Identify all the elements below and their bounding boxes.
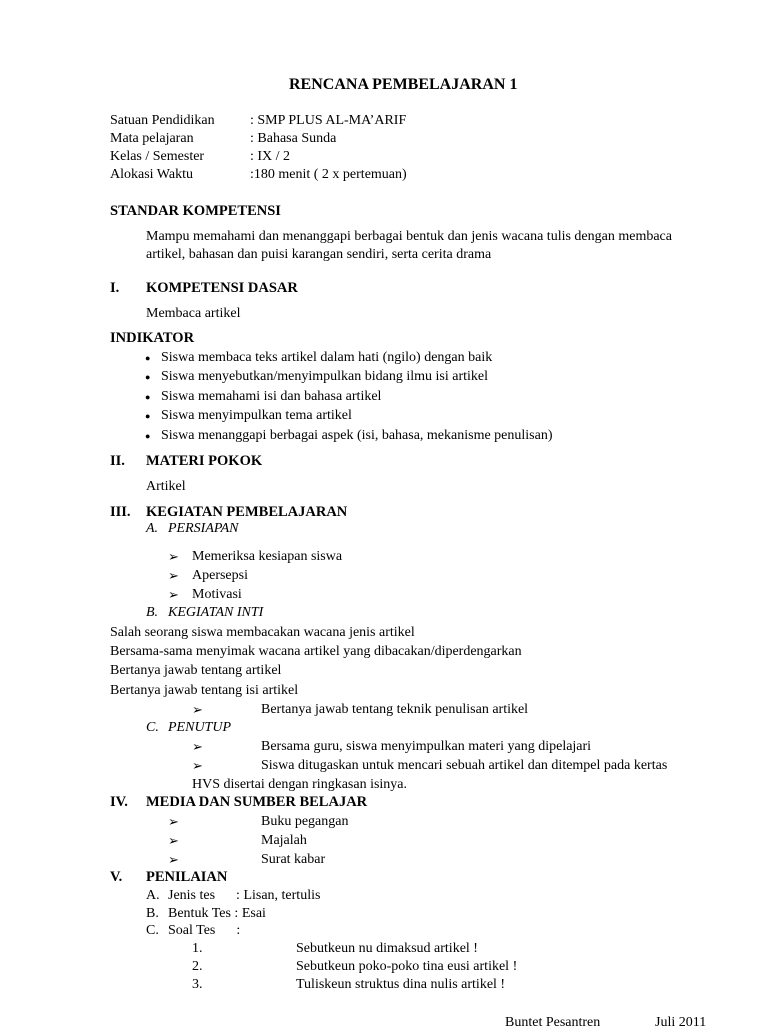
list-item: Majalah bbox=[261, 833, 307, 848]
section-number: I. bbox=[110, 280, 120, 296]
question-number: 1. bbox=[192, 941, 203, 956]
list-item: Siswa ditugaskan untuk mencari sebuah artikel dan ditempel pada kertas bbox=[261, 758, 668, 773]
standar-text-line: artikel, bahasan dan puisi karangan sendiri, serta cerita drama bbox=[146, 247, 492, 262]
penilaian-row-text: Bentuk Tes : Esai bbox=[168, 906, 266, 921]
arrowhead-bullet-icon: ➢ bbox=[168, 852, 179, 867]
penilaian-row-label: A. bbox=[146, 888, 160, 903]
identity-value: :180 menit ( 2 x pertemuan) bbox=[250, 167, 407, 182]
question-text: Tuliskeun struktus dina nulis artikel ! bbox=[296, 977, 506, 992]
arrowhead-bullet-icon: ➢ bbox=[168, 814, 179, 829]
arrowhead-bullet-icon: ➢ bbox=[192, 702, 203, 717]
subsection-label: B. bbox=[146, 605, 159, 620]
section-number: V. bbox=[110, 869, 123, 885]
penilaian-heading: PENILAIAN bbox=[146, 869, 228, 885]
list-item: ● Siswa menyebutkan/menyimpulkan bidang ilmu isi artikel bbox=[161, 368, 488, 386]
arrowhead-bullet-icon: ➢ bbox=[192, 758, 203, 773]
list-item: ● Siswa memahami isi dan bahasa artikel bbox=[161, 388, 381, 406]
materi-text: Artikel bbox=[146, 479, 186, 494]
section-number: II. bbox=[110, 453, 125, 469]
section-number: III. bbox=[110, 504, 131, 520]
kegiatan-inti-line: Bertanya jawab tentang isi artikel bbox=[110, 683, 299, 698]
list-item: Bertanya jawab tentang teknik penulisan artikel bbox=[261, 702, 529, 717]
standar-heading: STANDAR KOMPETENSI bbox=[110, 203, 281, 219]
section-number: IV. bbox=[110, 794, 128, 810]
footer-date: Juli 2011 bbox=[655, 1015, 707, 1030]
list-item: Surat kabar bbox=[261, 852, 326, 867]
identity-label: Kelas / Semester bbox=[110, 149, 205, 164]
kompetensi-heading: KOMPETENSI DASAR bbox=[146, 280, 298, 296]
document-title: RENCANA PEMBELAJARAN 1 bbox=[289, 76, 518, 93]
question-number: 2. bbox=[192, 959, 203, 974]
arrowhead-bullet-icon: ➢ bbox=[168, 833, 179, 848]
list-item: Memeriksa kesiapan siswa bbox=[192, 549, 343, 564]
arrowhead-bullet-icon: ➢ bbox=[168, 549, 179, 564]
penilaian-row-text: Jenis tes : Lisan, tertulis bbox=[168, 888, 321, 903]
arrowhead-bullet-icon: ➢ bbox=[192, 739, 203, 754]
identity-value: : IX / 2 bbox=[250, 149, 291, 164]
list-item: ● Siswa menyimpulkan tema artikel bbox=[161, 407, 352, 425]
kompetensi-text: Membaca artikel bbox=[146, 306, 241, 321]
question-text: Sebutkeun poko-poko tina eusi artikel ! bbox=[296, 959, 518, 974]
identity-label: Satuan Pendidikan bbox=[110, 113, 215, 128]
arrowhead-bullet-icon: ➢ bbox=[168, 587, 179, 602]
kegiatan-inti-line: Salah seorang siswa membacakan wacana jenis artikel bbox=[110, 625, 415, 640]
list-item: ● Siswa menanggapi berbagai aspek (isi, bahasa, mekanisme penulisan) bbox=[161, 427, 553, 445]
identity-label: Alokasi Waktu bbox=[110, 167, 193, 182]
penilaian-row-label: B. bbox=[146, 906, 159, 921]
kegiatan-inti-line: Bersama-sama menyimak wacana artikel yang dibacakan/diperdengarkan bbox=[110, 644, 522, 659]
question-number: 3. bbox=[192, 977, 203, 992]
list-item: Buku pegangan bbox=[261, 814, 349, 829]
question-text: Sebutkeun nu dimaksud artikel ! bbox=[296, 941, 478, 956]
identity-value: : Bahasa Sunda bbox=[250, 131, 337, 146]
identity-value: : SMP PLUS AL-MA’ARIF bbox=[250, 113, 407, 128]
list-item-continuation: HVS disertai dengan ringkasan isinya. bbox=[192, 777, 408, 792]
list-item: Apersepsi bbox=[192, 568, 248, 583]
penutup-title: PENUTUP bbox=[168, 720, 231, 735]
kegiatan-inti-title: KEGIATAN INTI bbox=[168, 605, 264, 620]
list-item: ● Siswa membaca teks artikel dalam hati (ngilo) dengan baik bbox=[161, 349, 492, 367]
indikator-heading: INDIKATOR bbox=[110, 330, 195, 346]
kegiatan-heading: KEGIATAN PEMBELAJARAN bbox=[146, 504, 348, 520]
kegiatan-inti-line: Bertanya jawab tentang artikel bbox=[110, 663, 282, 678]
media-heading: MEDIA DAN SUMBER BELAJAR bbox=[146, 794, 368, 810]
penilaian-row-label: C. bbox=[146, 923, 159, 938]
standar-text-line: Mampu memahami dan menanggapi berbagai bentuk dan jenis wacana tulis dengan membaca bbox=[146, 229, 672, 244]
footer-place: Buntet Pesantren bbox=[505, 1015, 601, 1030]
arrowhead-bullet-icon: ➢ bbox=[168, 568, 179, 583]
identity-label: Mata pelajaran bbox=[110, 131, 194, 146]
list-item: Bersama guru, siswa menyimpulkan materi yang dipelajari bbox=[261, 739, 592, 754]
list-item: Motivasi bbox=[192, 587, 242, 602]
materi-heading: MATERI POKOK bbox=[146, 453, 263, 469]
subsection-label: A. bbox=[146, 521, 159, 536]
subsection-label: C. bbox=[146, 720, 159, 735]
penilaian-row-text: Soal Tes : bbox=[168, 923, 241, 938]
persiapan-title: PERSIAPAN bbox=[168, 521, 239, 536]
